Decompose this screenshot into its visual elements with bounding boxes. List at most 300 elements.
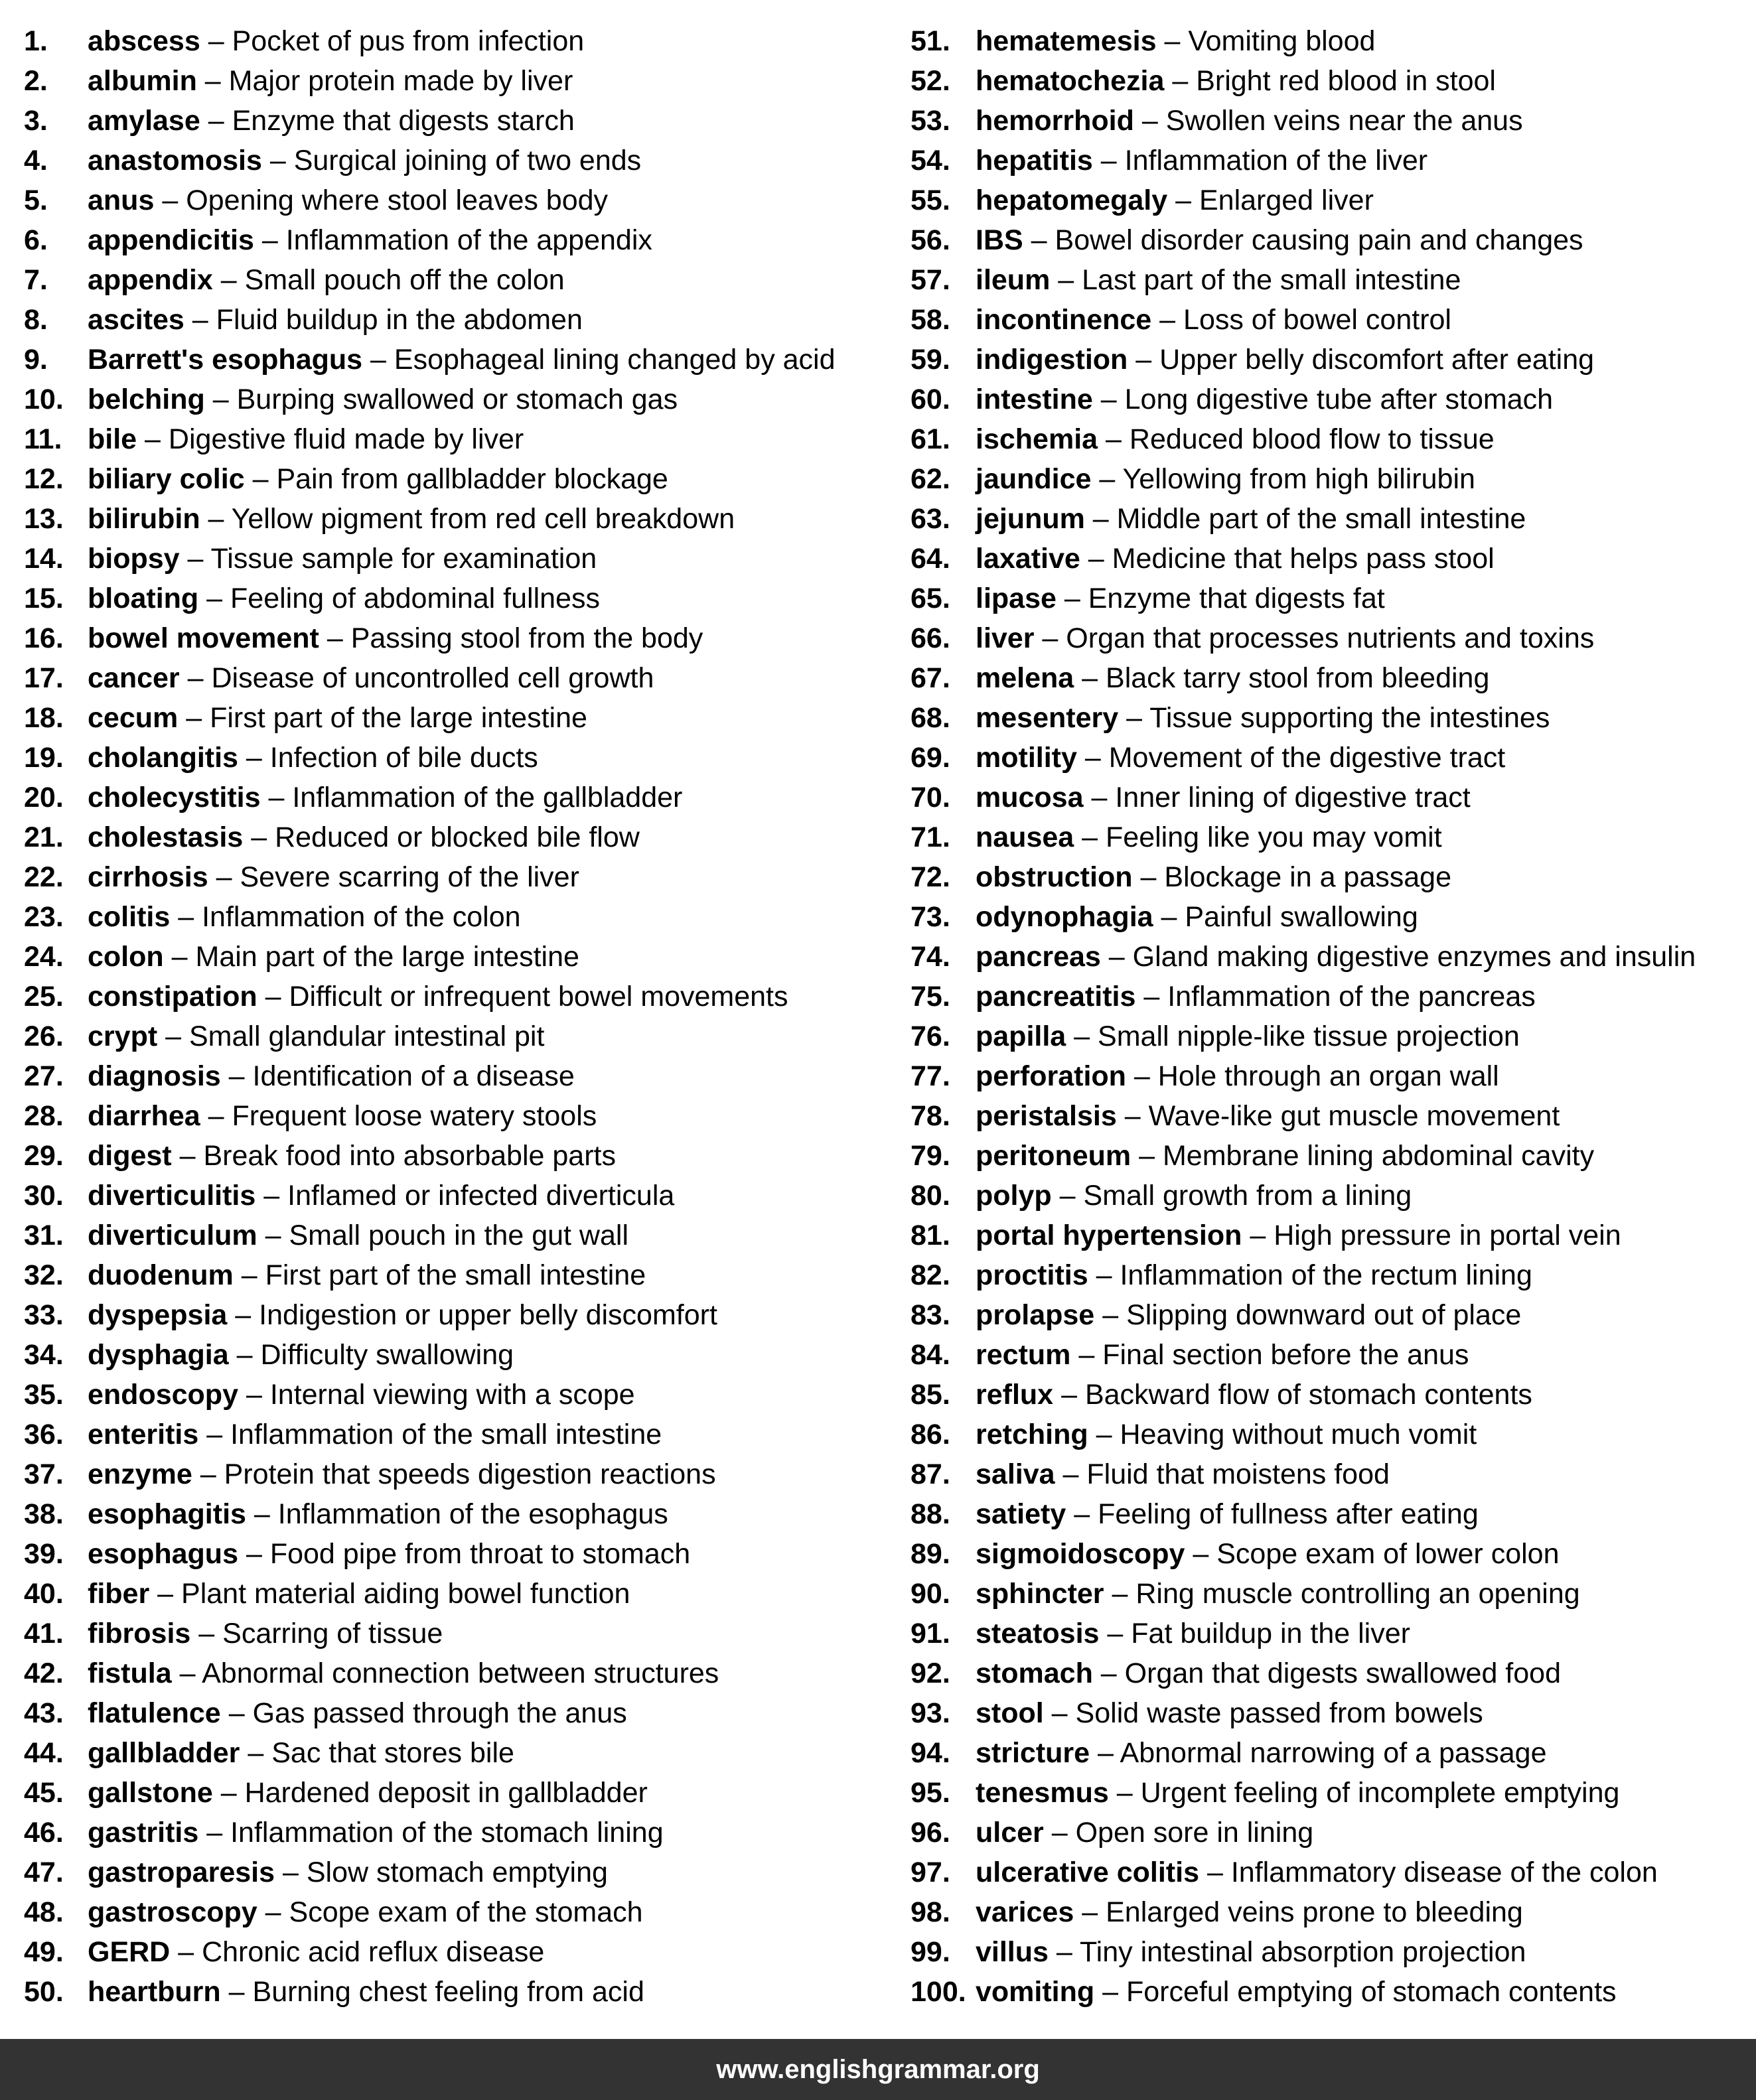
entry-number: 46. bbox=[24, 1817, 64, 1849]
entry-term: colon bbox=[88, 941, 164, 973]
entry-number: 55. bbox=[911, 184, 950, 216]
entry-definition: Middle part of the small intestine bbox=[1116, 503, 1526, 535]
glossary-entry bbox=[24, 419, 887, 459]
entry-number: 16. bbox=[24, 622, 64, 654]
glossary-entry bbox=[911, 260, 1748, 300]
entry-definition: Ring muscle controlling an opening bbox=[1135, 1578, 1580, 1610]
entry-definition: Inner lining of digestive tract bbox=[1115, 782, 1471, 813]
glossary-entry bbox=[911, 1375, 1748, 1415]
glossary-entry bbox=[911, 300, 1748, 340]
entry-number: 81. bbox=[911, 1220, 950, 1251]
entry-definition: Medicine that helps pass stool bbox=[1112, 543, 1495, 575]
entry-dash: – bbox=[1061, 1379, 1077, 1411]
entry-number: 33. bbox=[24, 1299, 64, 1331]
entry-number: 32. bbox=[24, 1259, 64, 1291]
entry-term: Barrett's esophagus bbox=[88, 344, 363, 376]
entry-number: 97. bbox=[911, 1856, 950, 1888]
entry-dash: – bbox=[265, 1220, 281, 1251]
entry-definition: Inflammation of the rectum lining bbox=[1120, 1259, 1532, 1291]
entry-definition: Abnormal narrowing of a passage bbox=[1120, 1737, 1547, 1769]
entry-number: 10. bbox=[24, 384, 64, 415]
entry-number: 35. bbox=[24, 1379, 64, 1411]
glossary-entry bbox=[24, 1176, 887, 1216]
entry-definition: Frequent loose watery stools bbox=[232, 1100, 597, 1132]
entry-definition: Gas passed through the anus bbox=[252, 1697, 627, 1729]
glossary-entry bbox=[24, 1653, 887, 1693]
entry-definition: Slow stomach emptying bbox=[306, 1856, 608, 1888]
glossary-entry bbox=[911, 1574, 1748, 1614]
glossary-entry bbox=[911, 618, 1748, 658]
entry-dash: – bbox=[263, 1180, 280, 1212]
entry-dash: – bbox=[252, 463, 269, 495]
glossary-entry bbox=[24, 21, 887, 61]
entry-number: 13. bbox=[24, 503, 64, 535]
entry-definition: Inflammation of the stomach lining bbox=[230, 1817, 664, 1849]
entry-definition: Wave-like gut muscle movement bbox=[1148, 1100, 1560, 1132]
entry-number: 6. bbox=[24, 224, 48, 256]
entry-number: 99. bbox=[911, 1936, 950, 1968]
glossary-entry bbox=[24, 897, 887, 937]
entry-number: 91. bbox=[911, 1618, 950, 1649]
glossary-entry bbox=[24, 817, 887, 857]
entry-term: saliva bbox=[976, 1458, 1055, 1490]
entry-definition: Reduced or blocked bile flow bbox=[275, 821, 640, 853]
entry-number: 98. bbox=[911, 1896, 950, 1928]
entry-dash: – bbox=[254, 1498, 270, 1530]
entry-number: 66. bbox=[911, 622, 950, 654]
entry-definition: Inflammation of the appendix bbox=[285, 224, 652, 256]
glossary-entry bbox=[911, 419, 1748, 459]
entry-dash: – bbox=[246, 742, 262, 774]
entry-definition: Feeling of abdominal fullness bbox=[230, 583, 600, 614]
entry-term: gastritis bbox=[88, 1817, 199, 1849]
entry-term: fiber bbox=[88, 1578, 150, 1610]
entry-dash: – bbox=[1088, 543, 1104, 575]
glossary-entry bbox=[911, 1255, 1748, 1295]
entry-number: 100. bbox=[911, 1976, 966, 2008]
entry-dash: – bbox=[178, 901, 194, 933]
entry-term: gallbladder bbox=[88, 1737, 240, 1769]
entry-number: 89. bbox=[911, 1538, 950, 1570]
entry-definition: Scope exam of the stomach bbox=[289, 1896, 643, 1928]
entry-term: peristalsis bbox=[976, 1100, 1117, 1132]
entry-definition: Blockage in a passage bbox=[1164, 861, 1451, 893]
glossary-entry bbox=[24, 1255, 887, 1295]
entry-number: 65. bbox=[911, 583, 950, 614]
glossary-entry bbox=[911, 1653, 1748, 1693]
entry-dash: – bbox=[1084, 742, 1101, 774]
entry-definition: Yellow pigment from red cell breakdown bbox=[231, 503, 735, 535]
entry-number: 63. bbox=[911, 503, 950, 535]
entry-number: 48. bbox=[24, 1896, 64, 1928]
entry-term: anus bbox=[88, 184, 155, 216]
entry-dash: – bbox=[1091, 782, 1108, 813]
entry-number: 94. bbox=[911, 1737, 950, 1769]
entry-term: colitis bbox=[88, 901, 171, 933]
entry-term: crypt bbox=[88, 1020, 158, 1052]
glossary-entry bbox=[24, 857, 887, 897]
entry-dash: – bbox=[220, 1777, 237, 1809]
entry-term: perforation bbox=[976, 1060, 1126, 1092]
entry-number: 60. bbox=[911, 384, 950, 415]
glossary-entry bbox=[911, 180, 1748, 220]
entry-definition: Burping swallowed or stomach gas bbox=[236, 384, 678, 415]
glossary-entry bbox=[24, 220, 887, 260]
entry-number: 39. bbox=[24, 1538, 64, 1570]
glossary-entry bbox=[911, 61, 1748, 101]
entry-dash: – bbox=[1059, 1180, 1076, 1212]
glossary-entry bbox=[24, 260, 887, 300]
entry-dash: – bbox=[162, 184, 179, 216]
glossary-entry bbox=[24, 1494, 887, 1534]
entry-definition: Difficult or infrequent bowel movements bbox=[289, 981, 788, 1013]
entry-number: 95. bbox=[911, 1777, 950, 1809]
entry-term: abscess bbox=[88, 25, 200, 57]
entry-definition: Urgent feeling of incomplete emptying bbox=[1140, 1777, 1620, 1809]
entry-number: 79. bbox=[911, 1140, 950, 1172]
entry-number: 26. bbox=[24, 1020, 64, 1052]
glossary-entry bbox=[911, 1853, 1748, 1892]
glossary-entry bbox=[911, 1335, 1748, 1375]
entry-number: 19. bbox=[24, 742, 64, 774]
entry-dash: – bbox=[208, 25, 224, 57]
entry-definition: Opening where stool leaves body bbox=[186, 184, 609, 216]
entry-number: 29. bbox=[24, 1140, 64, 1172]
entry-definition: Feeling of fullness after eating bbox=[1098, 1498, 1479, 1530]
entry-definition: Slipping downward out of place bbox=[1126, 1299, 1522, 1331]
entry-number: 8. bbox=[24, 304, 48, 336]
glossary-entry bbox=[911, 220, 1748, 260]
entry-term: hepatitis bbox=[976, 145, 1093, 176]
entry-term: diarrhea bbox=[88, 1100, 200, 1132]
glossary-entry bbox=[24, 141, 887, 180]
glossary-entry bbox=[911, 459, 1748, 499]
glossary-entry bbox=[911, 698, 1748, 738]
entry-definition: Disease of uncontrolled cell growth bbox=[211, 662, 654, 694]
entry-dash: – bbox=[261, 224, 278, 256]
entry-term: motility bbox=[976, 742, 1077, 774]
entry-dash: – bbox=[327, 622, 343, 654]
entry-term: liver bbox=[976, 622, 1035, 654]
entry-dash: – bbox=[251, 821, 267, 853]
entry-number: 86. bbox=[911, 1419, 950, 1450]
entry-term: cholestasis bbox=[88, 821, 244, 853]
entry-dash: – bbox=[220, 264, 237, 296]
entry-definition: Forceful emptying of stomach contents bbox=[1126, 1976, 1617, 2008]
entry-definition: Enzyme that digests fat bbox=[1088, 583, 1385, 614]
entry-dash: – bbox=[1139, 1140, 1155, 1172]
entry-term: esophagus bbox=[88, 1538, 238, 1570]
entry-definition: Inflammation of the pancreas bbox=[1167, 981, 1536, 1013]
glossary-entry bbox=[24, 1375, 887, 1415]
entry-term: diagnosis bbox=[88, 1060, 221, 1092]
glossary-entry bbox=[24, 1335, 887, 1375]
entry-dash: – bbox=[235, 1299, 252, 1331]
entry-definition: Small pouch off the colon bbox=[244, 264, 565, 296]
entry-number: 75. bbox=[911, 981, 950, 1013]
glossary-entry bbox=[911, 1494, 1748, 1534]
glossary-entry bbox=[911, 539, 1748, 579]
entry-dash: – bbox=[192, 304, 208, 336]
entry-dash: – bbox=[1161, 901, 1177, 933]
entry-term: polyp bbox=[976, 1180, 1052, 1212]
glossary-entry bbox=[24, 1574, 887, 1614]
glossary-entry bbox=[911, 937, 1748, 977]
entry-definition: First part of the large intestine bbox=[210, 702, 587, 734]
entry-number: 31. bbox=[24, 1220, 64, 1251]
glossary-entry bbox=[911, 101, 1748, 141]
glossary-entry bbox=[911, 1693, 1748, 1733]
entry-number: 23. bbox=[24, 901, 64, 933]
entry-term: papilla bbox=[976, 1020, 1066, 1052]
entry-number: 62. bbox=[911, 463, 950, 495]
entry-definition: Inflammation of the colon bbox=[202, 901, 521, 933]
glossary-entry bbox=[24, 459, 887, 499]
entry-dash: – bbox=[1106, 423, 1122, 455]
glossary-entry bbox=[911, 340, 1748, 380]
glossary-entry bbox=[911, 897, 1748, 937]
entry-term: gallstone bbox=[88, 1777, 213, 1809]
entry-term: villus bbox=[976, 1936, 1049, 1968]
entry-definition: Scope exam of lower colon bbox=[1216, 1538, 1560, 1570]
entry-term: ischemia bbox=[976, 423, 1098, 455]
entry-dash: – bbox=[1098, 1737, 1114, 1769]
entry-definition: Heaving without much vomit bbox=[1120, 1419, 1477, 1450]
entry-definition: Small glandular intestinal pit bbox=[188, 1020, 545, 1052]
glossary-entry bbox=[24, 1415, 887, 1454]
entry-number: 20. bbox=[24, 782, 64, 813]
entry-dash: – bbox=[1172, 65, 1189, 97]
entry-definition: Esophageal lining changed by acid bbox=[394, 344, 836, 376]
entry-number: 30. bbox=[24, 1180, 64, 1212]
entry-dash: – bbox=[206, 583, 223, 614]
entry-number: 38. bbox=[24, 1498, 64, 1530]
entry-term: mesentery bbox=[976, 702, 1119, 734]
entry-definition: Infection of bile ducts bbox=[269, 742, 538, 774]
entry-dash: – bbox=[1051, 1697, 1068, 1729]
entry-dash: – bbox=[1064, 583, 1080, 614]
entry-dash: – bbox=[265, 1896, 281, 1928]
entry-definition: Open sore in lining bbox=[1075, 1817, 1314, 1849]
entry-term: cholecystitis bbox=[88, 782, 261, 813]
entry-number: 51. bbox=[911, 25, 950, 57]
entry-dash: – bbox=[1096, 1419, 1112, 1450]
entry-dash: – bbox=[1102, 1299, 1119, 1331]
entry-definition: Inflammation of the small intestine bbox=[230, 1419, 662, 1450]
entry-number: 96. bbox=[911, 1817, 950, 1849]
entry-term: dysphagia bbox=[88, 1339, 229, 1371]
entry-definition: Inflammation of the gallbladder bbox=[292, 782, 683, 813]
entry-dash: – bbox=[165, 1020, 182, 1052]
entry-definition: Black tarry stool from bleeding bbox=[1106, 662, 1490, 694]
entry-dash: – bbox=[246, 1538, 262, 1570]
entry-dash: – bbox=[241, 1259, 257, 1291]
entry-definition: Organ that processes nutrients and toxins bbox=[1066, 622, 1595, 654]
entry-term: incontinence bbox=[976, 304, 1152, 336]
entry-dash: – bbox=[187, 543, 204, 575]
entry-definition: Internal viewing with a scope bbox=[269, 1379, 635, 1411]
entry-dash: – bbox=[216, 861, 232, 893]
glossary-entry bbox=[24, 1056, 887, 1096]
entry-term: sphincter bbox=[976, 1578, 1104, 1610]
entry-number: 43. bbox=[24, 1697, 64, 1729]
entry-definition: Reduced blood flow to tissue bbox=[1129, 423, 1495, 455]
entry-term: endoscopy bbox=[88, 1379, 238, 1411]
entry-dash: – bbox=[212, 384, 229, 415]
glossary-entry bbox=[911, 1056, 1748, 1096]
glossary-entry bbox=[911, 857, 1748, 897]
entry-term: gastroscopy bbox=[88, 1896, 257, 1928]
entry-definition: Tiny intestinal absorption projection bbox=[1079, 1936, 1526, 1968]
glossary-entry bbox=[911, 1813, 1748, 1853]
entry-definition: Fluid buildup in the abdomen bbox=[216, 304, 583, 336]
entry-term: stool bbox=[976, 1697, 1044, 1729]
glossary-entry bbox=[911, 817, 1748, 857]
glossary-entry bbox=[24, 101, 887, 141]
entry-definition: Hole through an organ wall bbox=[1157, 1060, 1499, 1092]
entry-term: GERD bbox=[88, 1936, 171, 1968]
entry-term: stricture bbox=[976, 1737, 1090, 1769]
glossary-entry bbox=[911, 1415, 1748, 1454]
entry-term: jaundice bbox=[976, 463, 1092, 495]
entry-term: amylase bbox=[88, 105, 200, 137]
entry-number: 72. bbox=[911, 861, 950, 893]
entry-definition: Difficulty swallowing bbox=[260, 1339, 514, 1371]
entry-dash: – bbox=[1140, 861, 1157, 893]
glossary-entry bbox=[24, 539, 887, 579]
entry-number: 21. bbox=[24, 821, 64, 853]
entry-number: 36. bbox=[24, 1419, 64, 1450]
entry-definition: Severe scarring of the liver bbox=[240, 861, 579, 893]
entry-term: bowel movement bbox=[88, 622, 319, 654]
entry-dash: – bbox=[228, 1697, 245, 1729]
entry-term: biliary colic bbox=[88, 463, 245, 495]
entry-term: albumin bbox=[88, 65, 197, 97]
entry-definition: Passing stool from the body bbox=[350, 622, 703, 654]
entry-dash: – bbox=[208, 105, 224, 137]
glossary-entry bbox=[911, 1295, 1748, 1335]
entry-term: portal hypertension bbox=[976, 1220, 1242, 1251]
entry-number: 49. bbox=[24, 1936, 64, 1968]
glossary-entry bbox=[24, 1096, 887, 1136]
entry-term: ulcer bbox=[976, 1817, 1044, 1849]
entry-number: 52. bbox=[911, 65, 950, 97]
entry-definition: Enzyme that digests starch bbox=[232, 105, 575, 137]
entry-dash: – bbox=[179, 1657, 196, 1689]
entry-term: proctitis bbox=[976, 1259, 1088, 1291]
entry-number: 69. bbox=[911, 742, 950, 774]
entry-number: 87. bbox=[911, 1458, 950, 1490]
entry-dash: – bbox=[187, 662, 204, 694]
entry-dash: – bbox=[1134, 1060, 1150, 1092]
glossary-entry bbox=[24, 778, 887, 817]
entry-term: esophagitis bbox=[88, 1498, 246, 1530]
entry-term: anastomosis bbox=[88, 145, 262, 176]
entry-number: 45. bbox=[24, 1777, 64, 1809]
entry-term: jejunum bbox=[976, 503, 1085, 535]
entry-definition: Enlarged veins prone to bleeding bbox=[1106, 1896, 1523, 1928]
glossary-entry bbox=[24, 499, 887, 539]
entry-definition: Inflammation of the liver bbox=[1124, 145, 1428, 176]
glossary-entry bbox=[24, 1534, 887, 1574]
glossary-entry bbox=[911, 1016, 1748, 1056]
entry-number: 53. bbox=[911, 105, 950, 137]
entry-dash: – bbox=[208, 503, 224, 535]
entry-dash: – bbox=[198, 1618, 215, 1649]
entry-dash: – bbox=[1100, 1657, 1117, 1689]
entry-term: IBS bbox=[976, 224, 1023, 256]
glossary-entry bbox=[24, 738, 887, 778]
entry-dash: – bbox=[268, 782, 285, 813]
entry-dash: – bbox=[228, 1060, 245, 1092]
entry-dash: – bbox=[1096, 1259, 1112, 1291]
entry-number: 12. bbox=[24, 463, 64, 495]
entry-definition: Upper belly discomfort after eating bbox=[1159, 344, 1595, 376]
entry-definition: Abnormal connection between structures bbox=[202, 1657, 719, 1689]
entry-definition: Swollen veins near the anus bbox=[1165, 105, 1523, 137]
entry-term: gastroparesis bbox=[88, 1856, 275, 1888]
entry-dash: – bbox=[1074, 1498, 1090, 1530]
entry-dash: – bbox=[1078, 1339, 1095, 1371]
entry-number: 5. bbox=[24, 184, 48, 216]
entry-definition: Small nipple-like tissue projection bbox=[1098, 1020, 1520, 1052]
entry-dash: – bbox=[208, 1100, 224, 1132]
entry-term: odynophagia bbox=[976, 901, 1153, 933]
entry-term: hematemesis bbox=[976, 25, 1157, 57]
entry-number: 73. bbox=[911, 901, 950, 933]
entry-definition: Small growth from a lining bbox=[1083, 1180, 1412, 1212]
entry-definition: Fat buildup in the liver bbox=[1131, 1618, 1410, 1649]
entry-dash: – bbox=[1143, 981, 1160, 1013]
entry-definition: Bright red blood in stool bbox=[1196, 65, 1496, 97]
entry-number: 1. bbox=[24, 25, 48, 57]
entry-number: 67. bbox=[911, 662, 950, 694]
glossary-entry bbox=[24, 1733, 887, 1773]
entry-number: 37. bbox=[24, 1458, 64, 1490]
entry-term: rectum bbox=[976, 1339, 1071, 1371]
entry-term: appendix bbox=[88, 264, 213, 296]
entry-definition: Enlarged liver bbox=[1199, 184, 1374, 216]
entry-number: 24. bbox=[24, 941, 64, 973]
entry-number: 58. bbox=[911, 304, 950, 336]
entry-dash: – bbox=[1100, 145, 1117, 176]
entry-dash: – bbox=[282, 1856, 299, 1888]
entry-dash: – bbox=[1175, 184, 1192, 216]
entry-term: constipation bbox=[88, 981, 257, 1013]
entry-number: 22. bbox=[24, 861, 64, 893]
entry-definition: Inflammatory disease of the colon bbox=[1230, 1856, 1658, 1888]
entry-dash: – bbox=[265, 981, 281, 1013]
entry-term: diverticulum bbox=[88, 1220, 257, 1251]
entry-term: enteritis bbox=[88, 1419, 199, 1450]
entry-term: stomach bbox=[976, 1657, 1093, 1689]
entry-definition: Inflammation of the esophagus bbox=[277, 1498, 668, 1530]
entry-definition: Solid waste passed from bowels bbox=[1075, 1697, 1483, 1729]
entry-number: 9. bbox=[24, 344, 48, 376]
footer-url[interactable]: www.englishgrammar.org bbox=[716, 2055, 1040, 2084]
glossary-entry bbox=[24, 300, 887, 340]
glossary-entry bbox=[911, 1972, 1748, 2012]
entry-term: heartburn bbox=[88, 1976, 221, 2008]
glossary-entry bbox=[24, 1016, 887, 1056]
entry-number: 93. bbox=[911, 1697, 950, 1729]
entry-dash: – bbox=[1159, 304, 1176, 336]
entry-term: bloating bbox=[88, 583, 199, 614]
entry-dash: – bbox=[178, 1936, 194, 1968]
entry-number: 3. bbox=[24, 105, 48, 137]
entry-dash: – bbox=[1051, 1817, 1068, 1849]
entry-definition: First part of the small intestine bbox=[265, 1259, 646, 1291]
